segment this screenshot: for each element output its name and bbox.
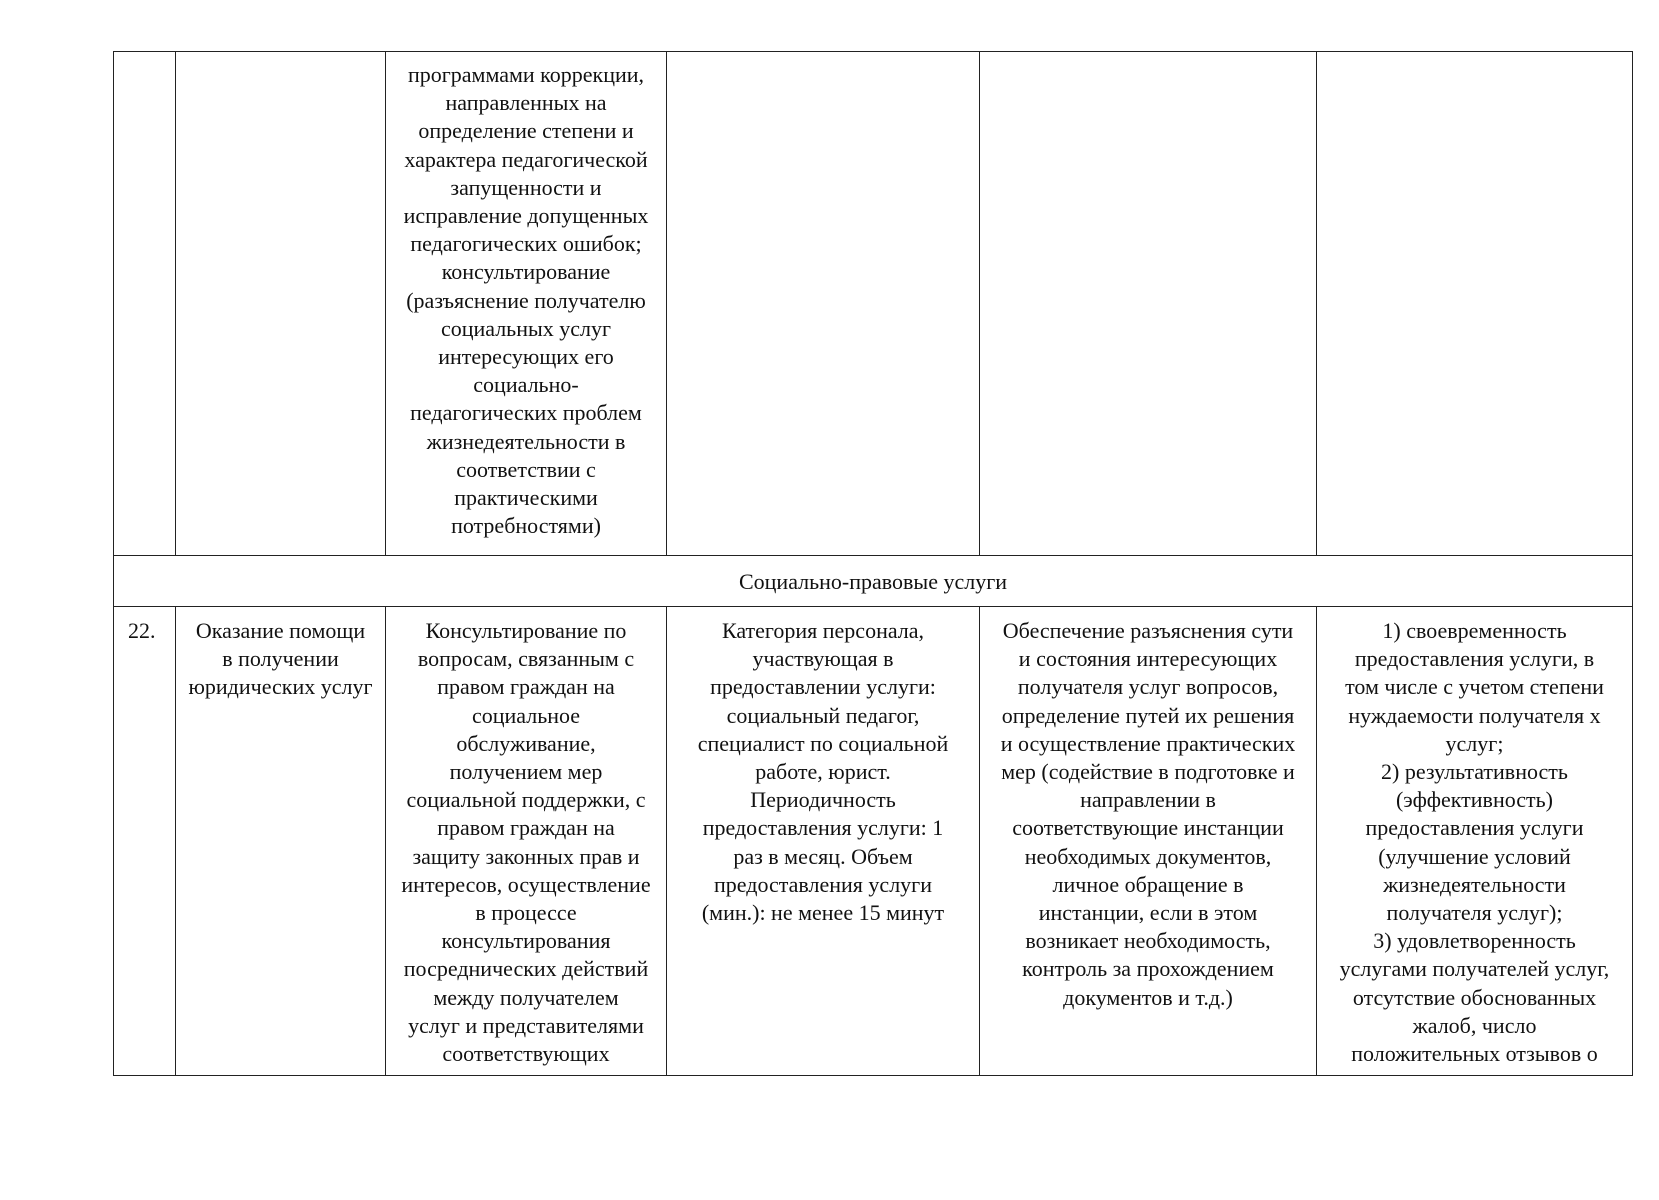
cell-standards — [980, 52, 1317, 556]
cell-service-content: программами коррекции, направленных на определение степени и характера педагогической запущенности и исправление допущенных педагогических ошибок; консультирование (разъяснение получателю социальных услуг интересующих его социально- педагогических проблем жизнедеятельности в соответствии с практическими потребностями) — [386, 52, 667, 556]
table-row-continuation — [114, 52, 1633, 556]
cell-number — [114, 52, 176, 556]
cell-service-content: Консультирование по вопросам, связанным с правом граждан на социальное обслуживание, получением мер социальной поддержки, с правом граждан на защиту законных прав и интересов, осуществление в процессе консультирования посреднических действий между получателем услуг и представителями соответствующих — [386, 607, 667, 1076]
cell-indicators: 1) своевременность предоставления услуги, в том числе с учетом степени нуждаемости получателя х услуг; 2) результативность (эффективность) предоставления услуги (улучшение условий жизнедеятельности получателя услуг); 3) удовлетворенность услугами получателей услуг, отсутствие обоснованных жалоб, число положительных отзывов о — [1317, 607, 1633, 1076]
cell-conditions: Категория персонала, участвующая в предоставлении услуги: социальный педагог, специалист по социальной работе, юрист. Периодичность предоставления услуги: 1 раз в месяц. Объем предоставления услуги (мин.): не менее 15 минут — [667, 607, 980, 1076]
services-table — [113, 51, 1633, 1076]
section-header: Социально-правовые услуги — [114, 556, 1633, 607]
table-row-service-22 — [114, 607, 1633, 1076]
table-row-section-header — [114, 556, 1633, 607]
cell-service-name — [176, 52, 386, 556]
cell-number: 22. — [114, 607, 176, 1076]
cell-service-name: Оказание помощи в получении юридических услуг — [176, 607, 386, 1076]
cell-conditions — [667, 52, 980, 556]
cell-standards: Обеспечение разъяснения сути и состояния интересующих получателя услуг вопросов, определение путей их решения и осуществление практических мер (содействие в подготовке и направлении в соответствующие инстанции необходимых документов, личное обращение в инстанции, если в этом возникает необходимость, контроль за прохождением документов и т.д.) — [980, 607, 1317, 1076]
cell-indicators — [1317, 52, 1633, 556]
